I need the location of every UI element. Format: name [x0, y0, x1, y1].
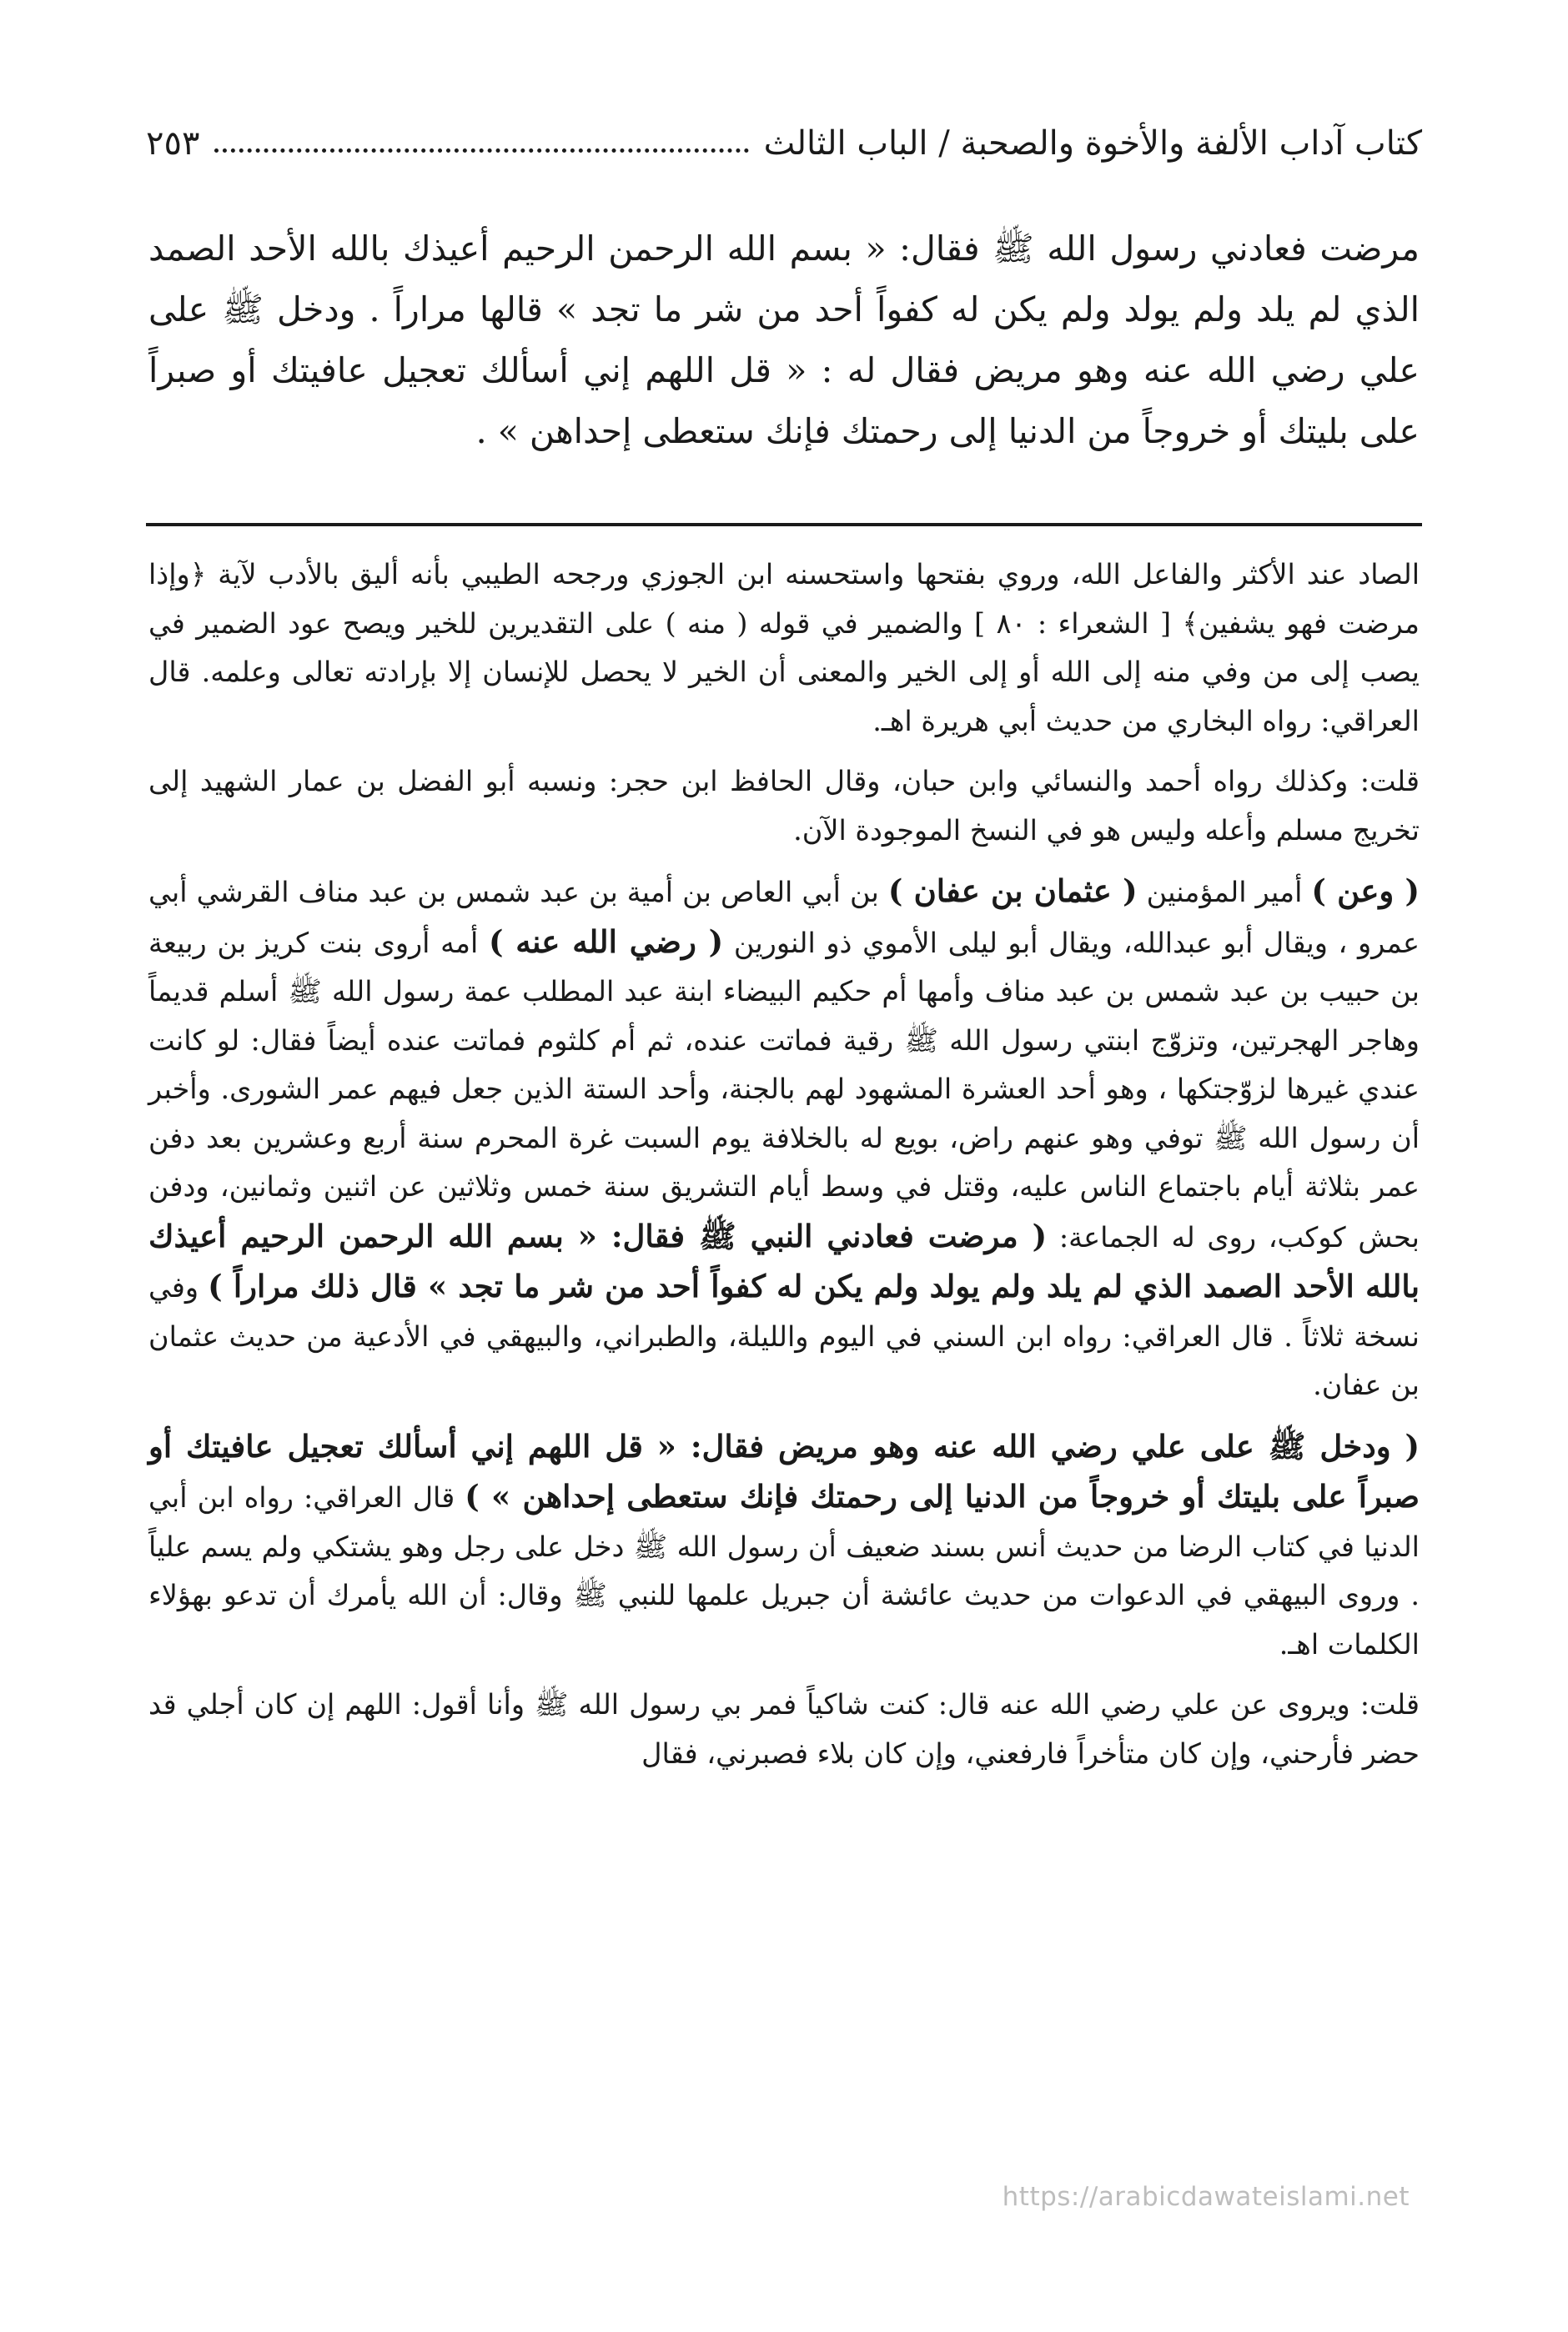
- quoted-phrase: ( عثمان بن عفان ): [887, 872, 1138, 909]
- commentary-paragraph-2: قلت: وكذلك رواه أحمد والنسائي وابن حبان، وقال الحافظ ابن حجر: ونسبه أبو الفضل بن عمار الشهيد إلى تخريج مسلم وأعله وليس هو في النسخ الموجودة الآن.: [148, 765, 1420, 847]
- quoted-phrase: ( رضي الله عنه ): [488, 922, 724, 960]
- commentary-text: بن أبي العاص بن أمية بن عبد شمس بن عبد مناف القرشي أبي عمرو ، ويقال أبو عبدالله، ويقال أبو ليلى الأموي ذو النورين: [148, 876, 1420, 959]
- main-paragraph: مرضت فعادني رسول الله ﷺ فقال: « بسم الله الرحمن الرحيم أعيذك بالله الأحد الصمد الذي لم يلد ولم يولد ولم يكن له كفواً أحد من شر ما تجد » قالها مراراً . ودخل ﷺ على علي رضي الله عنه وهو مريض فقال له : « قل اللهم إني أسألك تعجيل عافيتك أو صبراً على بليتك أو خروجاً من الدنيا إلى رحمتك فإنك ستعطى إحداهن » .: [148, 229, 1420, 451]
- commentary-paragraph-4: [148, 1422, 1420, 1670]
- watermark-url: https://arabicdawateislami.net: [1002, 2182, 1410, 2212]
- quoted-hadith: ( مرضت فعادني النبي ﷺ فقال: « بسم الله الرحمن الرحيم أعيذك بالله الأحد الصمد الذي لم يلد ولم يولد ولم يكن له كفواً أحد من شر ما تجد » قال ذلك مراراً ): [148, 1217, 1420, 1304]
- commentary-text: أمه أروى بنت كريز بن ربيعة بن حبيب بن عبد شمس بن عبد مناف وأمها أم حكيم البيضاء ابنة عبد المطلب عمة رسول الله ﷺ أسلم قديماً وهاجر الهجرتين، وتزوّج ابنتي رسول الله ﷺ رقية فماتت عنده، ثم أم كلثوم فماتت عنده أيضاً فقال: لو كانت عندي غيرها لزوّجتكها ، وهو أحد العشرة المشهود لهم بالجنة، وأحد الستة الذين جعل فيهم عمر الشورى. وأخبر أن رسول الله ﷺ توفي وهو عنهم راض، بويع له بالخلافة يوم السبت غرة المحرم سنة أربع وعشرين بعد دفن عمر بثلاثة أيام باجتماع الناس عليه، وقتل في وسط أيام التشريق سنة خمس وثلاثين عن اثنين وثمانين، ودفن بحش كوكب، روى له الجماعة:: [148, 926, 1420, 1254]
- commentary-paragraph-1: الصاد عند الأكثر والفاعل الله، وروي بفتحها واستحسنه ابن الجوزي ورجحه الطيبي بأنه أليق بالأدب لآية ﴿وإذا مرضت فهو يشفين﴾ [ الشعراء : ٨٠ ] والضمير في قوله ( منه ) على التقديرين للخير ويصح عود الضمير في يصب إلى من وفي منه إلى الله أو إلى الخير والمعنى أن الخير لا يحصل للإنسان إلا بإرادته تعالى وعلمه. قال العراقي: رواه البخاري من حديث أبي هريرة اهـ.: [148, 558, 1420, 737]
- commentary-text: قال العراقي: رواه ابن أبي الدنيا في كتاب الرضا من حديث أنس بسند ضعيف أن رسول الله ﷺ دخل على رجل وهو يشتكي ولم يسم علياً . وروى البيهقي في الدعوات من حديث عائشة أن جبريل علمها للنبي ﷺ وقال: أن الله يأمرك أن تدعو بهؤلاء الكلمات اهـ.: [148, 1481, 1420, 1661]
- running-title: كتاب آداب الألفة والأخوة والصحبة / الباب الثالث: [763, 124, 1422, 163]
- running-header: [146, 113, 1422, 163]
- commentary-text: أمير المؤمنين: [1146, 876, 1303, 908]
- commentary-paragraph-3: [148, 867, 1420, 1410]
- separator-rule: [146, 523, 1422, 526]
- quoted-phrase: ( وعن ): [1311, 872, 1420, 909]
- main-text: [148, 219, 1420, 462]
- commentary-text: وفي نسخة ثلاثاً . قال العراقي: رواه ابن السني في اليوم والليلة، والطبراني، والبيهقي في الأدعية من حديث عثمان بن عفان.: [148, 1271, 1420, 1401]
- quoted-hadith: ( ودخل ﷺ على علي رضي الله عنه وهو مريض فقال: « قل اللهم إني أسألك تعجيل عافيتك أو صبراً على بليتك أو خروجاً من الدنيا إلى رحمتك فإنك ستعطى إحداهن » ): [148, 1427, 1420, 1515]
- commentary: [148, 550, 1420, 1787]
- commentary-paragraph-5: قلت: ويروى عن علي رضي الله عنه قال: كنت شاكياً فمر بي رسول الله ﷺ وأنا أقول: اللهم إن كان أجلي قد حضر فأرحني، وإن كان متأخراً فارفعني، وإن كان بلاء فصبرني، فقال: [148, 1688, 1420, 1770]
- page-number: ٢٥٣: [146, 124, 200, 163]
- dot-leader: [214, 148, 748, 153]
